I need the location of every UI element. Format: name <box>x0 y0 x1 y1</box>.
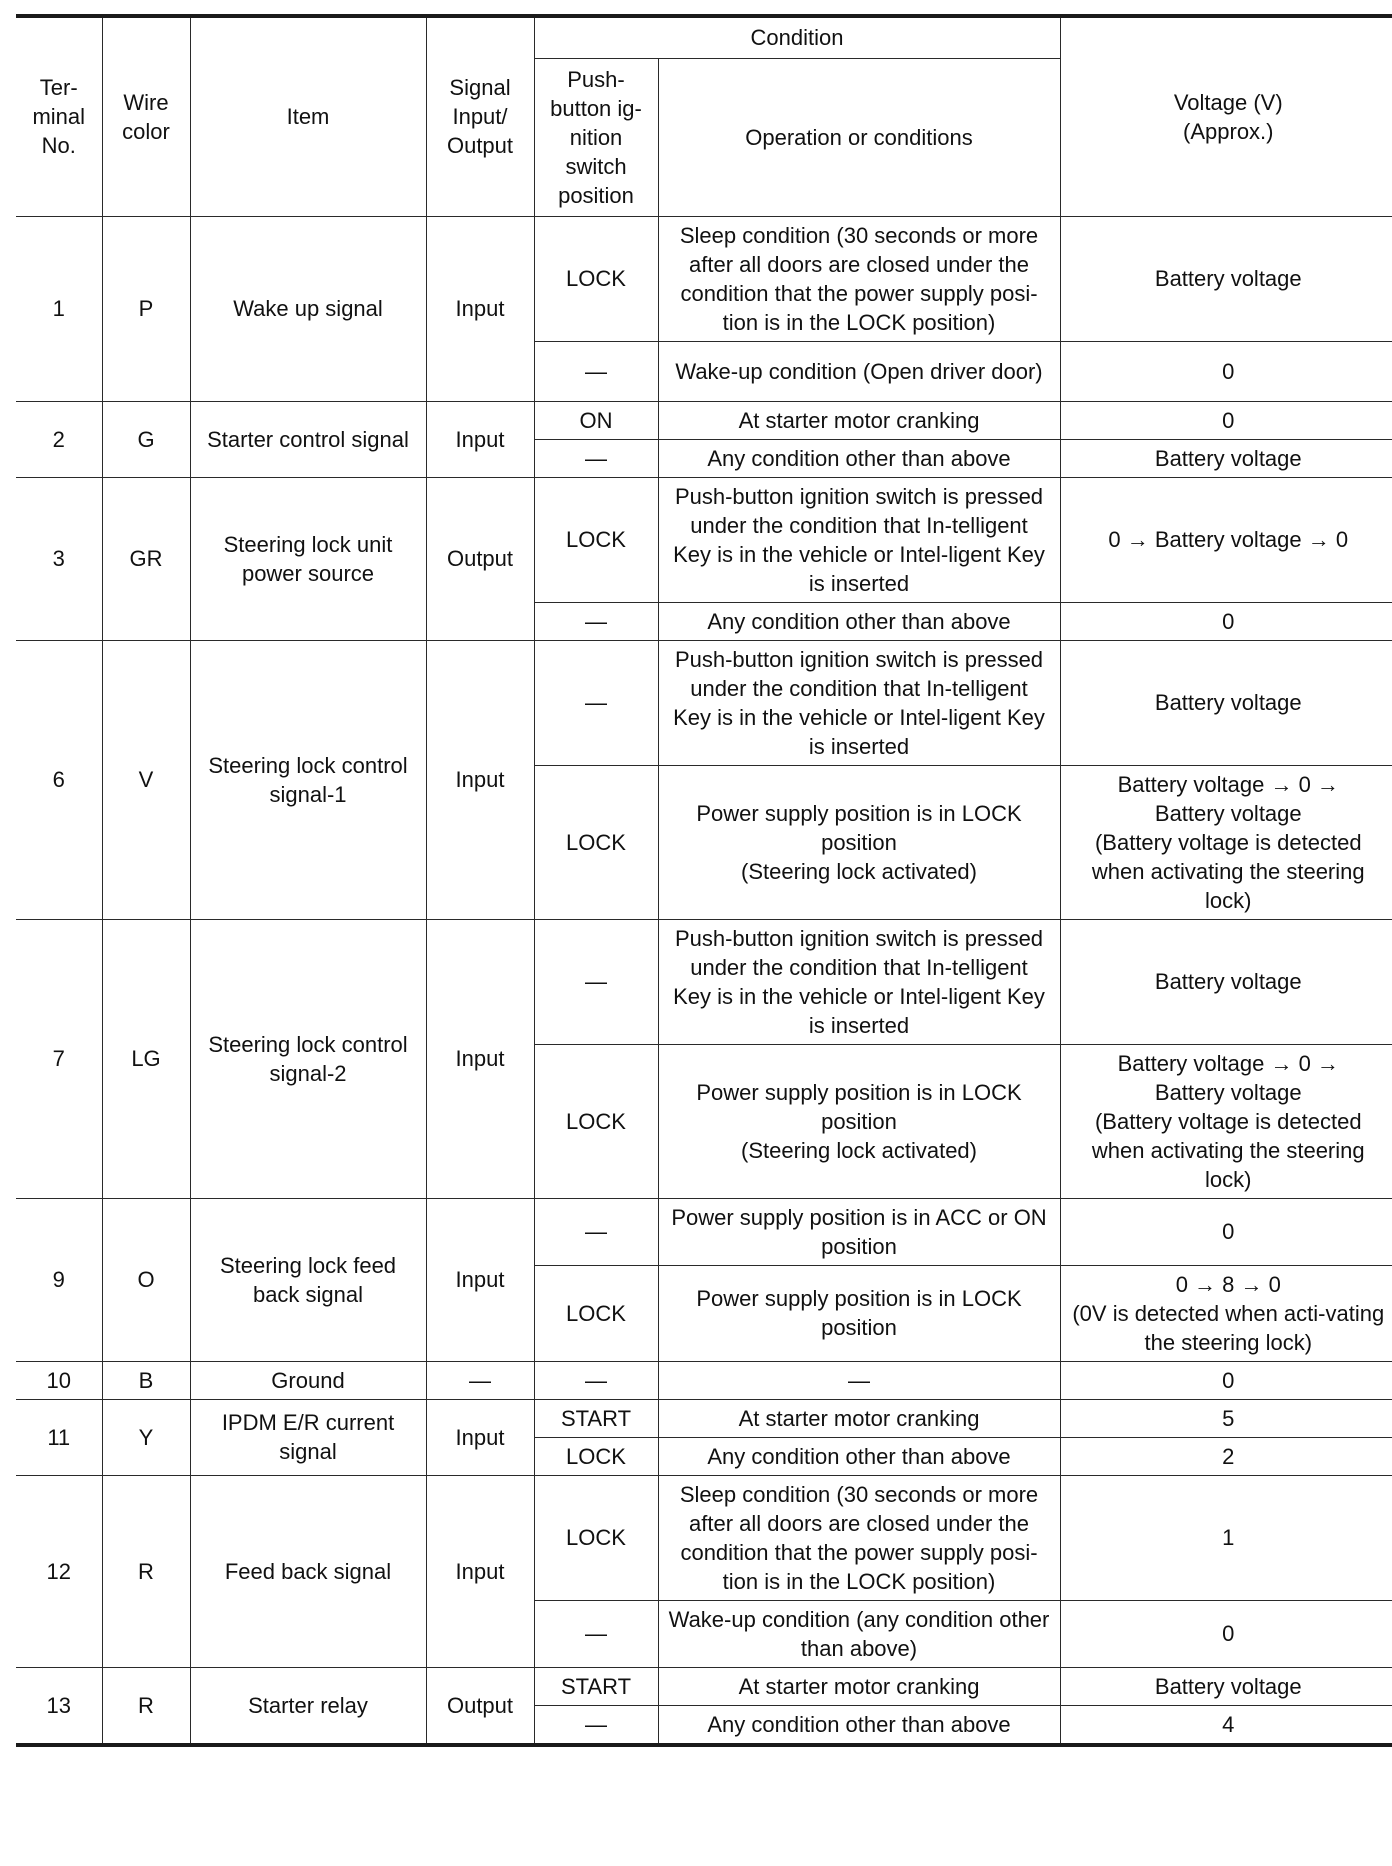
table-row <box>16 640 1392 765</box>
operation-cell: Any condition other than above <box>658 439 1060 477</box>
voltage-cell: 0 <box>1060 1198 1392 1265</box>
voltage-cell: 0 <box>1060 341 1392 401</box>
switch-position-cell: — <box>534 602 658 640</box>
voltage-cell: Battery voltage → 0 → Battery voltage (Battery voltage is detected when activating the steering lock) <box>1060 1044 1392 1198</box>
header-operation: Operation or conditions <box>658 58 1060 216</box>
terminal-no-cell: 11 <box>16 1399 102 1475</box>
wire-color-cell: LG <box>102 919 190 1198</box>
switch-position-cell: — <box>534 439 658 477</box>
operation-cell: Any condition other than above <box>658 1437 1060 1475</box>
switch-position-cell: — <box>534 341 658 401</box>
voltage-cell: Battery voltage <box>1060 439 1392 477</box>
terminal-no-cell: 7 <box>16 919 102 1198</box>
voltage-cell: 0 <box>1060 1361 1392 1399</box>
wire-color-cell: R <box>102 1475 190 1667</box>
voltage-cell: 0 <box>1060 1600 1392 1667</box>
signal-io-cell: Input <box>426 640 534 919</box>
voltage-cell: 2 <box>1060 1437 1392 1475</box>
switch-position-cell: — <box>534 919 658 1044</box>
wire-color-cell: R <box>102 1667 190 1745</box>
switch-position-cell: LOCK <box>534 765 658 919</box>
terminal-no-cell: 1 <box>16 216 102 401</box>
item-cell: Feed back signal <box>190 1475 426 1667</box>
switch-position-cell: START <box>534 1667 658 1705</box>
operation-cell: — <box>658 1361 1060 1399</box>
terminal-no-cell: 13 <box>16 1667 102 1745</box>
terminal-no-cell: 6 <box>16 640 102 919</box>
switch-position-cell: LOCK <box>534 477 658 602</box>
operation-cell: At starter motor cranking <box>658 1667 1060 1705</box>
voltage-cell: 0 <box>1060 401 1392 439</box>
switch-position-cell: LOCK <box>534 1044 658 1198</box>
voltage-cell: Battery voltage <box>1060 1667 1392 1705</box>
operation-cell: Power supply position is in LOCK position (Steering lock activated) <box>658 765 1060 919</box>
operation-cell: At starter motor cranking <box>658 1399 1060 1437</box>
terminal-no-cell: 10 <box>16 1361 102 1399</box>
signal-io-cell: Input <box>426 216 534 401</box>
switch-position-cell: — <box>534 1198 658 1265</box>
switch-position-cell: LOCK <box>534 1265 658 1361</box>
signal-io-cell: Output <box>426 477 534 640</box>
item-cell: Starter control signal <box>190 401 426 477</box>
operation-cell: Sleep condition (30 seconds or more after all doors are closed under the condition that the power supply posi-tion is in the LOCK position) <box>658 216 1060 341</box>
terminal-no-cell: 3 <box>16 477 102 640</box>
wire-color-cell: Y <box>102 1399 190 1475</box>
wire-color-cell: P <box>102 216 190 401</box>
operation-cell: Push-button ignition switch is pressed under the condition that In-telligent Key is in the vehicle or Intel-ligent Key is inserted <box>658 640 1060 765</box>
table-row <box>16 919 1392 1044</box>
signal-io-cell: Input <box>426 401 534 477</box>
wire-color-cell: GR <box>102 477 190 640</box>
signal-io-cell: — <box>426 1361 534 1399</box>
voltage-cell: Battery voltage <box>1060 919 1392 1044</box>
operation-cell: Sleep condition (30 seconds or more after all doors are closed under the condition that the power supply posi-tion is in the LOCK position) <box>658 1475 1060 1600</box>
table-body <box>16 216 1392 1745</box>
header-switch-position: Push- button ig- nition switch position <box>534 58 658 216</box>
item-cell: Steering lock control signal-1 <box>190 640 426 919</box>
table-row <box>16 1667 1392 1705</box>
item-cell: Ground <box>190 1361 426 1399</box>
wire-color-cell: B <box>102 1361 190 1399</box>
item-cell: Steering lock feed back signal <box>190 1198 426 1361</box>
voltage-cell: 4 <box>1060 1705 1392 1745</box>
wire-color-cell: V <box>102 640 190 919</box>
terminal-spec-table <box>16 14 1392 1747</box>
wire-color-cell: G <box>102 401 190 477</box>
table-row <box>16 216 1392 341</box>
header-condition: Condition <box>534 16 1060 58</box>
terminal-no-cell: 9 <box>16 1198 102 1361</box>
voltage-cell: 0 → 8 → 0 (0V is detected when acti-vating the steering lock) <box>1060 1265 1392 1361</box>
table-row <box>16 401 1392 439</box>
header-terminal-no: Ter- minal No. <box>16 16 102 216</box>
voltage-cell: 1 <box>1060 1475 1392 1600</box>
operation-cell: Wake-up condition (Open driver door) <box>658 341 1060 401</box>
operation-cell: Any condition other than above <box>658 1705 1060 1745</box>
table-row <box>16 1399 1392 1437</box>
switch-position-cell: — <box>534 1705 658 1745</box>
signal-io-cell: Input <box>426 1198 534 1361</box>
voltage-cell: Battery voltage → 0 → Battery voltage (Battery voltage is detected when activating the steering lock) <box>1060 765 1392 919</box>
voltage-cell: 0 → Battery voltage → 0 <box>1060 477 1392 602</box>
table-row <box>16 1198 1392 1265</box>
table-row <box>16 1361 1392 1399</box>
voltage-cell: 0 <box>1060 602 1392 640</box>
operation-cell: Power supply position is in LOCK position <box>658 1265 1060 1361</box>
operation-cell: Power supply position is in ACC or ON position <box>658 1198 1060 1265</box>
wire-color-cell: O <box>102 1198 190 1361</box>
header-wire-color: Wire color <box>102 16 190 216</box>
voltage-cell: Battery voltage <box>1060 216 1392 341</box>
table-row <box>16 477 1392 602</box>
signal-io-cell: Input <box>426 919 534 1198</box>
terminal-no-cell: 2 <box>16 401 102 477</box>
switch-position-cell: — <box>534 640 658 765</box>
switch-position-cell: LOCK <box>534 1475 658 1600</box>
table-row <box>16 1475 1392 1600</box>
operation-cell: Wake-up condition (any condition other than above) <box>658 1600 1060 1667</box>
switch-position-cell: LOCK <box>534 1437 658 1475</box>
signal-io-cell: Input <box>426 1475 534 1667</box>
table-header <box>16 16 1392 216</box>
switch-position-cell: ON <box>534 401 658 439</box>
operation-cell: Power supply position is in LOCK position (Steering lock activated) <box>658 1044 1060 1198</box>
item-cell: Starter relay <box>190 1667 426 1745</box>
item-cell: Steering lock unit power source <box>190 477 426 640</box>
operation-cell: Any condition other than above <box>658 602 1060 640</box>
operation-cell: Push-button ignition switch is pressed under the condition that In-telligent Key is in the vehicle or Intel-ligent Key is inserted <box>658 477 1060 602</box>
switch-position-cell: — <box>534 1600 658 1667</box>
signal-io-cell: Input <box>426 1399 534 1475</box>
terminal-no-cell: 12 <box>16 1475 102 1667</box>
header-voltage: Voltage (V) (Approx.) <box>1060 16 1392 216</box>
signal-io-cell: Output <box>426 1667 534 1745</box>
operation-cell: At starter motor cranking <box>658 401 1060 439</box>
switch-position-cell: START <box>534 1399 658 1437</box>
header-signal-io: Signal Input/ Output <box>426 16 534 216</box>
header-item: Item <box>190 16 426 216</box>
operation-cell: Push-button ignition switch is pressed under the condition that In-telligent Key is in the vehicle or Intel-ligent Key is inserted <box>658 919 1060 1044</box>
switch-position-cell: LOCK <box>534 216 658 341</box>
voltage-cell: 5 <box>1060 1399 1392 1437</box>
item-cell: Steering lock control signal-2 <box>190 919 426 1198</box>
terminal-spec-document <box>16 14 1392 1747</box>
item-cell: IPDM E/R current signal <box>190 1399 426 1475</box>
voltage-cell: Battery voltage <box>1060 640 1392 765</box>
item-cell: Wake up signal <box>190 216 426 401</box>
switch-position-cell: — <box>534 1361 658 1399</box>
